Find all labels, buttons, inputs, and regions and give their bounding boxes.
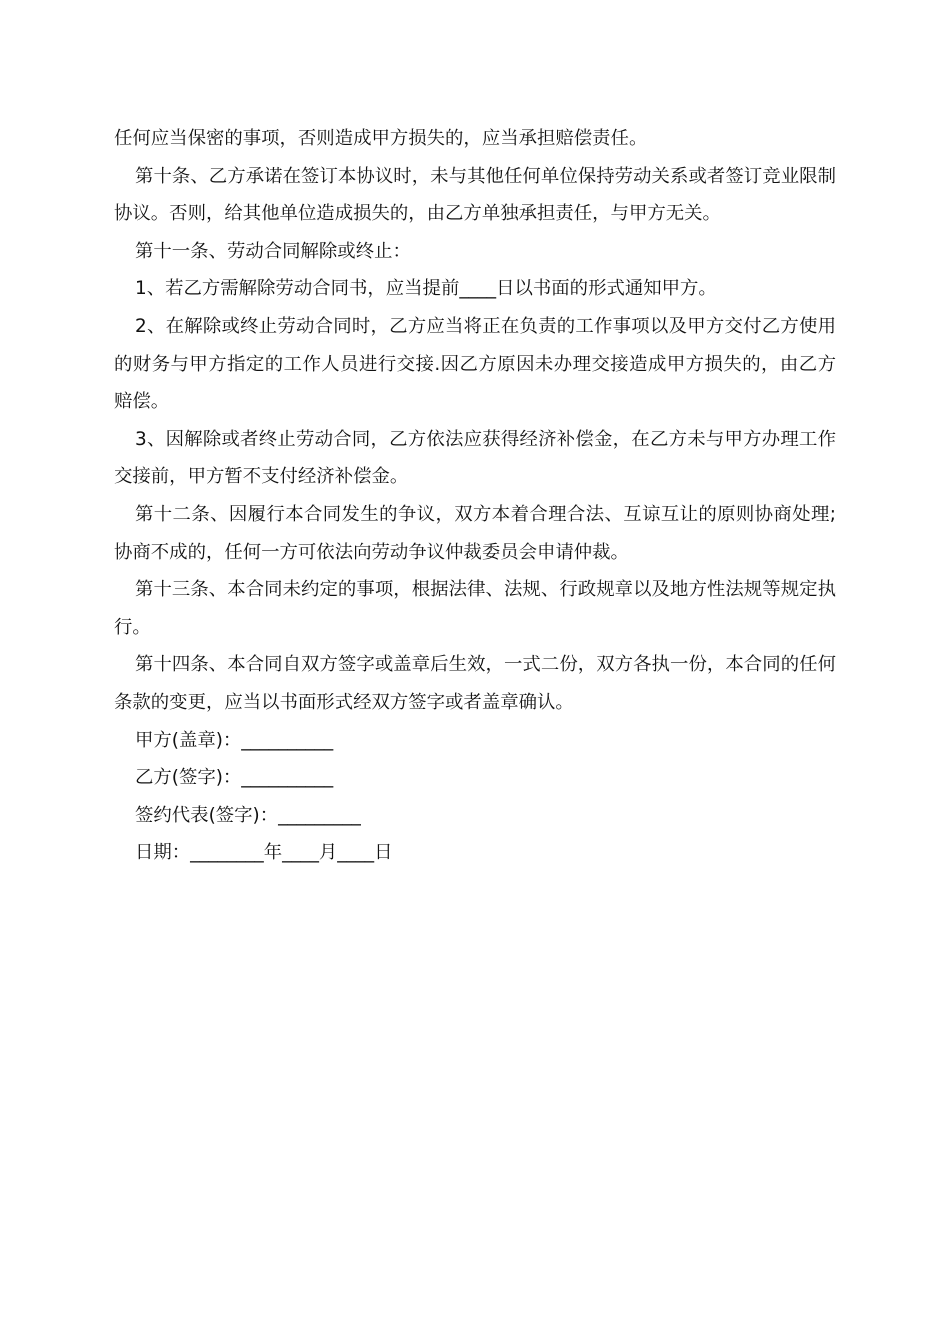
paragraph-item-3: 3、因解除或者终止劳动合同，乙方依法应获得经济补偿金，在乙方未与甲方办理工作交接前，甲方暂不支付经济补偿金。 <box>114 428 836 488</box>
paragraph-article-14: 第十四条、本合同自双方签字或盖章后生效，一式二份，双方各执一份，本合同的任何条款的变更，应当以书面形式经双方签字或者盖章确认。 <box>114 654 836 713</box>
date-line: 日期：________年____月____日 <box>135 842 393 864</box>
paragraph-item-1: 1、若乙方需解除劳动合同书，应当提前____日以书面的形式通知甲方。 <box>135 278 717 300</box>
party-a-signature-line: 甲方(盖章)：__________ <box>135 729 334 751</box>
party-b-signature-line: 乙方(签字)：__________ <box>135 767 334 789</box>
paragraph-article-12: 第十二条、因履行本合同发生的争议，双方本着合理合法、互谅互让的原则协商处理;协商不成的，任何一方可依法向劳动争议仲裁委员会申请仲裁。 <box>114 503 836 563</box>
paragraph-article-11: 第十一条、劳动合同解除或终止： <box>135 240 411 262</box>
representative-signature-line: 签约代表(签字)：_________ <box>135 804 361 826</box>
paragraph-continued: 任何应当保密的事项，否则造成甲方损失的，应当承担赔偿责任。 <box>114 128 648 149</box>
paragraph-article-10: 第十条、乙方承诺在签订本协议时，未与其他任何单位保持劳动关系或者签订竞业限制协议。否则，给其他单位造成损失的，由乙方单独承担责任，与甲方无关。 <box>114 165 836 225</box>
paragraph-item-2: 2、在解除或终止劳动合同时，乙方应当将正在负责的工作事项以及甲方交付乙方使用的财务与甲方指定的工作人员进行交接.因乙方原因未办理交接造成甲方损失的，由乙方赔偿。 <box>114 315 836 413</box>
paragraph-article-13: 第十三条、本合同未约定的事项，根据法律、法规、行政规章以及地方性法规等规定执行。 <box>114 579 836 638</box>
document-body <box>114 120 836 872</box>
